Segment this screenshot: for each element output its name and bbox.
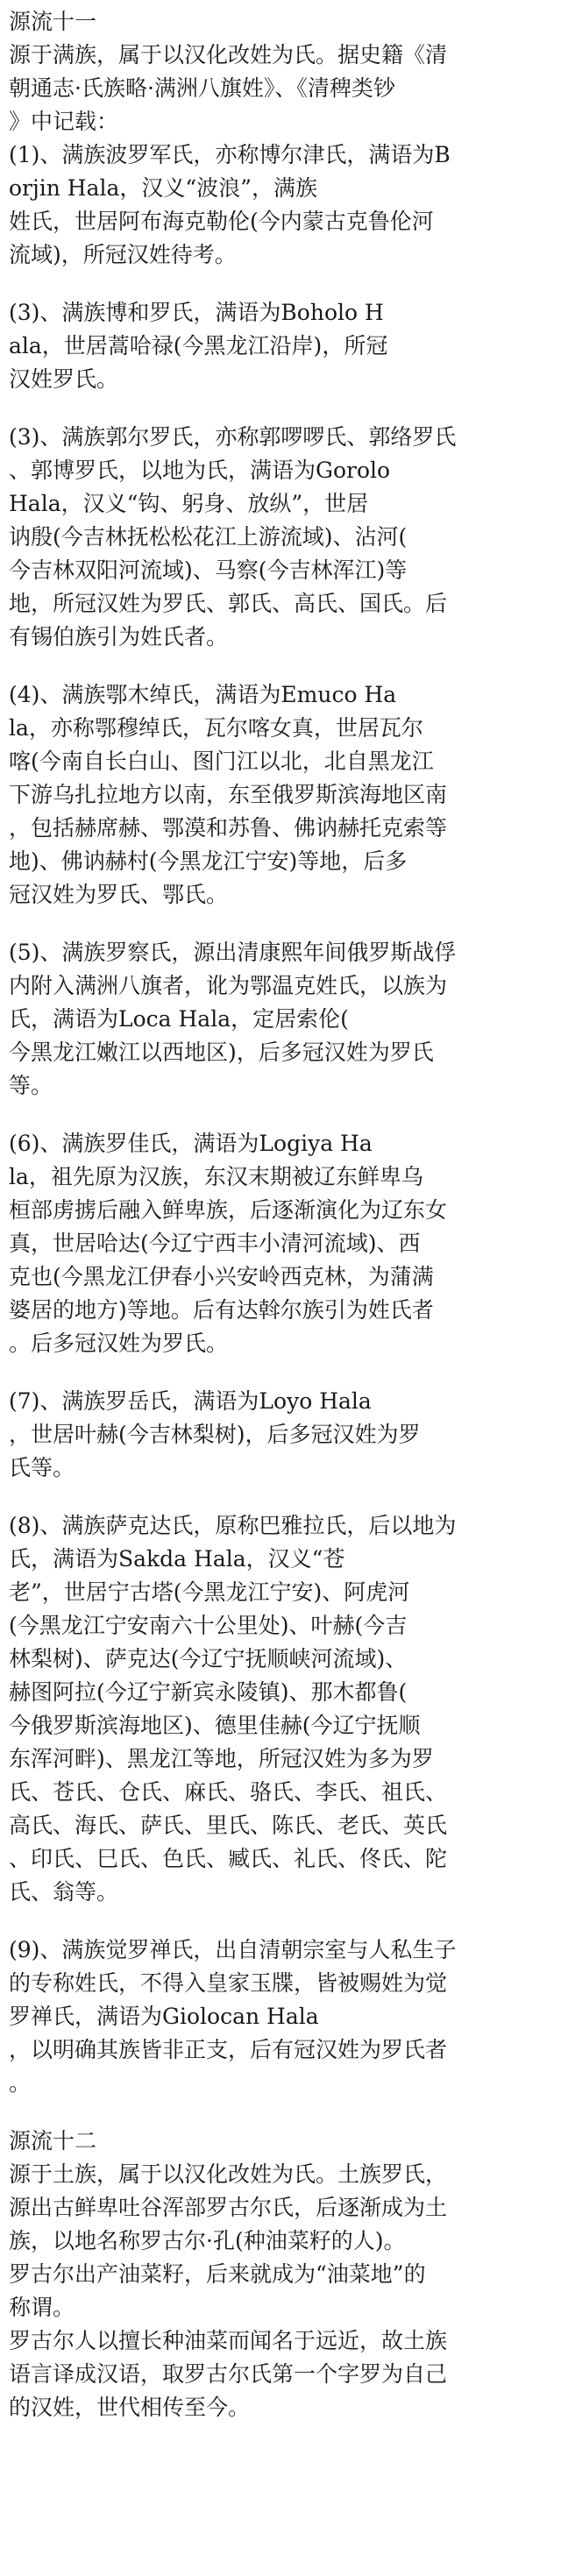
item-8-line: 今俄罗斯滨海地区)、德里佳赫(今辽宁抚顺 [9, 1713, 421, 1738]
item-8-line: 赫图阿拉(今辽宁新宾永陵镇)、那木都鲁( [9, 1679, 408, 1705]
item-7-line: (7)、满族罗岳氏，满语为Loyo Hala [9, 1388, 372, 1414]
item-5-line: (5)、满族罗察氏，源出清康熙年间俄罗斯战俘 [9, 940, 457, 965]
paragraph-gap [9, 1103, 545, 1127]
item-2-line: ala，世居蒿哈禄(今黑龙江沿岸)，所冠 [9, 333, 388, 358]
item-7-line: 氏等。 [9, 1455, 75, 1480]
item-2-line: (3)、满族博和罗氏，满语为Boholo H [9, 300, 384, 325]
item-9-line: (9)、满族觉罗禅氏，出自清朝宗室与人私生子 [9, 1937, 457, 1962]
item-6-line: 真，世居哈达(今辽宁西丰小清河流域)、西 [9, 1231, 421, 1256]
item-8-line: 老”，世居宁古塔(今黑龙江宁安)、阿虎河 [9, 1579, 410, 1605]
item-6-line: 桓部虏掳后融入鲜卑族，后逐渐演化为辽东女 [9, 1197, 448, 1223]
section-12-line: 罗古尔人以擅长种油菜而闻名于远近，故土族 [9, 2328, 448, 2353]
item-4-line: (4)、满族鄂木绰氏，满语为Emuco Ha [9, 682, 397, 707]
paragraph-gap [9, 912, 545, 936]
item-9-line: 。 [9, 2070, 32, 2096]
section-12-line: 源出古鲜卑吐谷浑部罗古尔氏，后逐渐成为土 [9, 2195, 448, 2220]
paragraph-gap [9, 654, 545, 678]
paragraph-gap [9, 396, 545, 421]
section-12-line: 语言译成汉语，取罗古尔氏第一个字罗为自己 [9, 2361, 448, 2387]
paragraph-gap [9, 2100, 545, 2125]
paragraph-gap [9, 1360, 545, 1385]
item-5-line: 氏，满语为Loca Hala，定居索伦( [9, 1006, 349, 1032]
paragraph-gap [9, 272, 545, 296]
item-7-line: ，世居叶赫(今吉林梨树)，后多冠汉姓为罗 [9, 1422, 421, 1447]
section-11-intro-line: 》中记载： [9, 109, 119, 134]
item-3-line: 、郭博罗氏，以地为氏，满语为Gorolo [9, 458, 391, 483]
item-4-line: 地)、佛讷赫村(今黑龙江宁安)等地，后多 [9, 848, 408, 874]
item-5-line: 内附入满洲八旗者，讹为鄂温克姓氏，以族为 [9, 973, 448, 998]
paragraph-gap [9, 1485, 545, 1509]
section-12-line: 的汉姓，世代相传至今。 [9, 2395, 251, 2420]
section-12-line: 源于土族，属于以汉化改姓为氏。土族罗氏， [9, 2161, 448, 2187]
item-1-line: 流域)，所冠汉姓待考。 [9, 242, 237, 267]
item-3-line: Hala，汉义“钩、躬身、放纵”，世居 [9, 491, 369, 516]
item-8-line: 高氏、海氏、萨氏、里氏、陈氏、老氏、英氏 [9, 1813, 448, 1838]
item-3-line: 地，所冠汉姓为罗氏、郭氏、高氏、国氏。后 [9, 591, 448, 616]
item-9-line: ，以明确其族皆非正支，后有冠汉姓为罗氏者 [9, 2037, 448, 2062]
item-6-line: la，祖先原为汉族，东汉末期被辽东鲜卑乌 [9, 1164, 423, 1189]
item-8-line: 林梨树)、萨克达(今辽宁抚顺峡河流域)、 [9, 1646, 408, 1671]
section-12-line: 罗古尔出产油菜籽，后来就成为“油菜地”的 [9, 2261, 426, 2287]
item-4-line: la，亦称鄂穆绰氏，瓦尔喀女真，世居瓦尔 [9, 715, 423, 741]
section-12-heading: 源流十二 [9, 2128, 97, 2154]
item-3-line: 今吉林双阳河流域)、马察(今吉林浑江)等 [9, 557, 408, 583]
item-8-line: 东浑河畔)、黑龙江等地，所冠汉姓为多为罗 [9, 1746, 434, 1771]
item-4-line: 冠汉姓为罗氏、鄂氏。 [9, 882, 229, 907]
item-6-line: 婆居的地方)等地。后有达斡尔族引为姓氏者 [9, 1297, 434, 1323]
paragraph-gap [9, 1909, 545, 1934]
item-3-line: 有锡伯族引为姓氏者。 [9, 624, 229, 649]
item-9-line: 的专称姓氏，不得入皇家玉牒，皆被赐姓为觉 [9, 1970, 448, 1996]
item-1-line: orjin Hala，汉义“波浪”，满族 [9, 175, 317, 201]
section-11-intro-line: 朝通志·氏族略·满洲八旗姓》、《清稗类钞 [9, 75, 395, 101]
item-4-line: 下游乌扎拉地方以南，东至俄罗斯滨海地区南 [9, 782, 448, 807]
item-5-line: 等。 [9, 1073, 53, 1098]
item-6-line: (6)、满族罗佳氏，满语为Logiya Ha [9, 1131, 373, 1156]
item-9-line: 罗禅氏，满语为Giolocan Hala [9, 2004, 319, 2029]
item-8-line: (8)、满族萨克达氏，原称巴雅拉氏，后以地为 [9, 1513, 457, 1538]
item-5-line: 今黑龙江嫩江以西地区)，后多冠汉姓为罗氏 [9, 1040, 434, 1065]
item-3-line: (3)、满族郭尔罗氏，亦称郭啰啰氏、郭络罗氏 [9, 424, 457, 450]
item-8-line: (今黑龙江宁安南六十公里处)、叶赫(今吉 [9, 1613, 408, 1638]
item-6-line: 。后多冠汉姓为罗氏。 [9, 1331, 229, 1356]
item-8-line: 氏、苍氏、仓氏、麻氏、骆氏、李氏、祖氏、 [9, 1779, 448, 1805]
item-4-line: 喀(今南自长白山、图门江以北，北自黑龙江 [9, 749, 434, 774]
section-12-line: 称谓。 [9, 2295, 75, 2320]
section-11-heading: 源流十一 [9, 9, 97, 34]
item-8-line: 氏，满语为Sakda Hala，汉义“苍 [9, 1546, 345, 1572]
section-11-intro-line: 源于满族，属于以汉化改姓为氏。据史籍《清 [9, 42, 448, 67]
item-2-line: 汉姓罗氏。 [9, 366, 119, 392]
item-4-line: ，包括赫席赫、鄂漠和苏鲁、佛讷赫托克索等 [9, 815, 448, 841]
item-1-line: 姓氏，世居阿布海克勒伦(今内蒙古克鲁伦河 [9, 209, 434, 234]
item-8-line: 氏、翁等。 [9, 1879, 119, 1905]
item-1-line: (1)、满族波罗军氏，亦称博尔津氏，满语为B [9, 142, 451, 167]
section-12-line: 族，以地名称罗古尔·孔(种油菜籽的人)。 [9, 2228, 406, 2253]
item-6-line: 克也(今黑龙江伊春小兴安岭西克林，为蒲满 [9, 1264, 434, 1289]
item-3-line: 讷殷(今吉林抚松松花江上游流域)、沾河( [9, 524, 408, 550]
item-8-line: 、印氏、巳氏、色氏、臧氏、礼氏、佟氏、陀 [9, 1846, 448, 1871]
